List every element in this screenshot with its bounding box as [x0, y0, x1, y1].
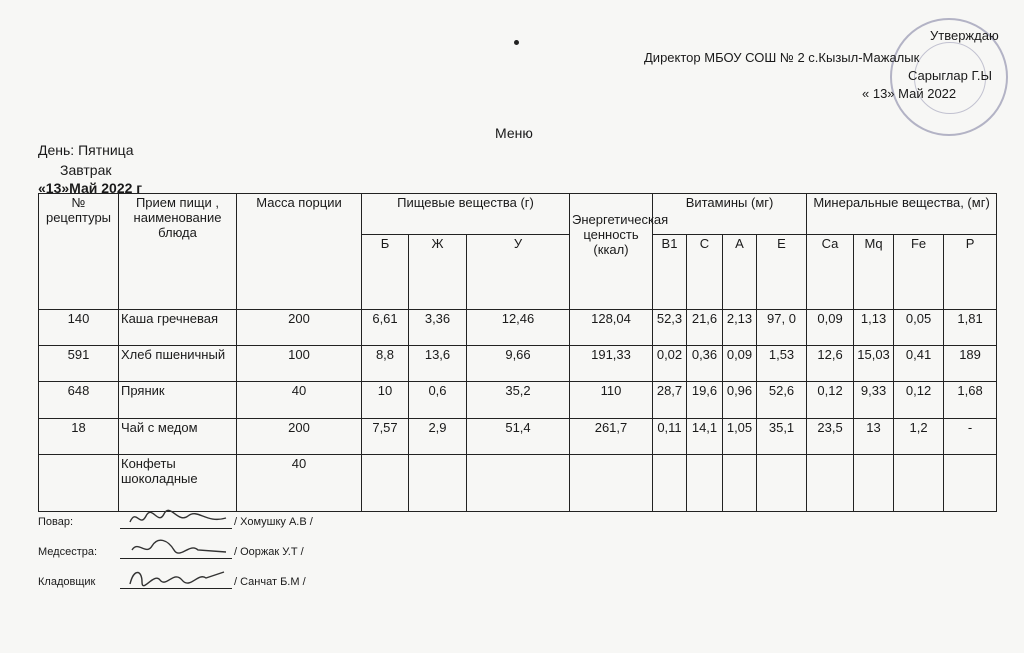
table-cell: [362, 455, 409, 512]
day-label: День: Пятница: [38, 142, 134, 158]
header-carbs: У: [467, 234, 570, 309]
table-cell: 2,9: [409, 418, 467, 454]
menu-table: [38, 193, 997, 512]
header-meal-name: Прием пищи , наименование блюда: [119, 194, 237, 310]
table-cell: [467, 455, 570, 512]
signature-row-cook: [38, 516, 313, 528]
table-row: [39, 382, 997, 418]
signature-name: / Санчат Б.М /: [234, 576, 306, 588]
table-cell: 140: [39, 309, 119, 345]
approved-label: Утверждаю: [930, 28, 999, 43]
header-mass: Масса порции: [237, 194, 362, 310]
signature-row-nurse: [38, 546, 304, 558]
header-protein: Б: [362, 234, 409, 309]
dish-name-cell: Каша гречневая: [119, 309, 237, 345]
header-energy: Энергетическая ценность (ккал): [570, 194, 653, 310]
header-vit-c: С: [687, 234, 723, 309]
table-cell: 261,7: [570, 418, 653, 454]
approval-block: [600, 18, 1020, 128]
table-cell: 1,13: [854, 309, 894, 345]
signature-name: / Хомушку А.В /: [234, 516, 313, 528]
signature-line: [120, 528, 232, 529]
table-cell: 9,66: [467, 346, 570, 382]
table-cell: [39, 455, 119, 512]
table-cell: 8,8: [362, 346, 409, 382]
dish-name-cell: Чай с медом: [119, 418, 237, 454]
table-cell: 0,96: [723, 382, 757, 418]
ink-dot: [514, 40, 519, 45]
table-cell: 10: [362, 382, 409, 418]
table-cell: 648: [39, 382, 119, 418]
dish-name-cell: Конфеты шоколадные: [119, 455, 237, 512]
signature-line: [120, 558, 232, 559]
table-cell: 1,53: [757, 346, 807, 382]
table-cell: 2,13: [723, 309, 757, 345]
header-vitamins: Витамины (мг): [653, 194, 807, 235]
table-cell: 1,2: [894, 418, 944, 454]
director-line: Директор МБОУ СОШ № 2 с.Кызыл-Мажалык: [644, 50, 920, 65]
table-cell: 0,12: [807, 382, 854, 418]
header-vit-e: Е: [757, 234, 807, 309]
table-cell: 51,4: [467, 418, 570, 454]
table-cell: 0,12: [894, 382, 944, 418]
handwritten-signature: [128, 566, 228, 590]
table-cell: 40: [237, 455, 362, 512]
table-cell: 35,1: [757, 418, 807, 454]
date-label: «13»Май 2022 г: [38, 180, 143, 196]
table-cell: [807, 455, 854, 512]
table-cell: 13,6: [409, 346, 467, 382]
table-cell: 0,09: [807, 309, 854, 345]
table-row: [39, 455, 997, 512]
header-minerals: Минеральные вещества, (мг): [807, 194, 997, 235]
table-cell: 200: [237, 418, 362, 454]
header-recipe-no: № рецептуры: [39, 194, 119, 310]
table-cell: 0,09: [723, 346, 757, 382]
table-cell: [653, 455, 687, 512]
table-cell: 100: [237, 346, 362, 382]
signature-role: Кладовщик: [38, 576, 96, 588]
table-cell: 3,36: [409, 309, 467, 345]
table-cell: [409, 455, 467, 512]
table-cell: 9,33: [854, 382, 894, 418]
header-p: Р: [944, 234, 997, 309]
header-nutrients: Пищевые вещества (г): [362, 194, 570, 235]
table-cell: 0,36: [687, 346, 723, 382]
header-fe: Fe: [894, 234, 944, 309]
table-row: [39, 309, 997, 345]
signature-role: Медсестра:: [38, 546, 98, 558]
table-cell: [687, 455, 723, 512]
table-cell: 189: [944, 346, 997, 382]
table-cell: 28,7: [653, 382, 687, 418]
table-cell: 12,46: [467, 309, 570, 345]
table-cell: 52,3: [653, 309, 687, 345]
table-row: [39, 418, 997, 454]
director-name: Сарыглар Г.Ы: [908, 68, 993, 83]
header-ca: Са: [807, 234, 854, 309]
page-title: Меню: [495, 125, 533, 141]
table-cell: 40: [237, 382, 362, 418]
signature-role: Повар:: [38, 516, 74, 528]
table-cell: 14,1: [687, 418, 723, 454]
table-cell: [854, 455, 894, 512]
signature-name: / Ооржак У.Т /: [234, 546, 304, 558]
table-cell: 0,02: [653, 346, 687, 382]
table-cell: 1,68: [944, 382, 997, 418]
table-cell: 128,04: [570, 309, 653, 345]
table-cell: 35,2: [467, 382, 570, 418]
table-cell: 6,61: [362, 309, 409, 345]
handwritten-signature: [128, 506, 228, 530]
table-body: [39, 309, 997, 511]
table-cell: 23,5: [807, 418, 854, 454]
table-cell: 200: [237, 309, 362, 345]
table-cell: 19,6: [687, 382, 723, 418]
table-cell: [570, 455, 653, 512]
header-vit-a: А: [723, 234, 757, 309]
dish-name-cell: Хлеб пшеничный: [119, 346, 237, 382]
table-cell: 52,6: [757, 382, 807, 418]
table-cell: [723, 455, 757, 512]
table-cell: 0,41: [894, 346, 944, 382]
table-cell: 13: [854, 418, 894, 454]
table-cell: 7,57: [362, 418, 409, 454]
meal-label: Завтрак: [60, 162, 112, 178]
table-cell: 1,05: [723, 418, 757, 454]
header-mg: Mq: [854, 234, 894, 309]
table-cell: 591: [39, 346, 119, 382]
table-cell: 15,03: [854, 346, 894, 382]
approval-date: « 13» Май 2022: [862, 86, 957, 101]
table-cell: 1,81: [944, 309, 997, 345]
dish-name-cell: Пряник: [119, 382, 237, 418]
table-cell: 21,6: [687, 309, 723, 345]
table-cell: 0,11: [653, 418, 687, 454]
table-cell: 97, 0: [757, 309, 807, 345]
table-row: [39, 346, 997, 382]
header-vit-b1: В1: [653, 234, 687, 309]
table-cell: 191,33: [570, 346, 653, 382]
table-cell: 12,6: [807, 346, 854, 382]
table-cell: [757, 455, 807, 512]
table-cell: 0,6: [409, 382, 467, 418]
table-cell: -: [944, 418, 997, 454]
table-cell: 18: [39, 418, 119, 454]
header-fat: Ж: [409, 234, 467, 309]
handwritten-signature: [128, 536, 228, 560]
signature-line: [120, 588, 232, 589]
table-cell: 0,05: [894, 309, 944, 345]
table-cell: [944, 455, 997, 512]
signature-row-storekeeper: [38, 576, 306, 588]
table-cell: 110: [570, 382, 653, 418]
table-cell: [894, 455, 944, 512]
